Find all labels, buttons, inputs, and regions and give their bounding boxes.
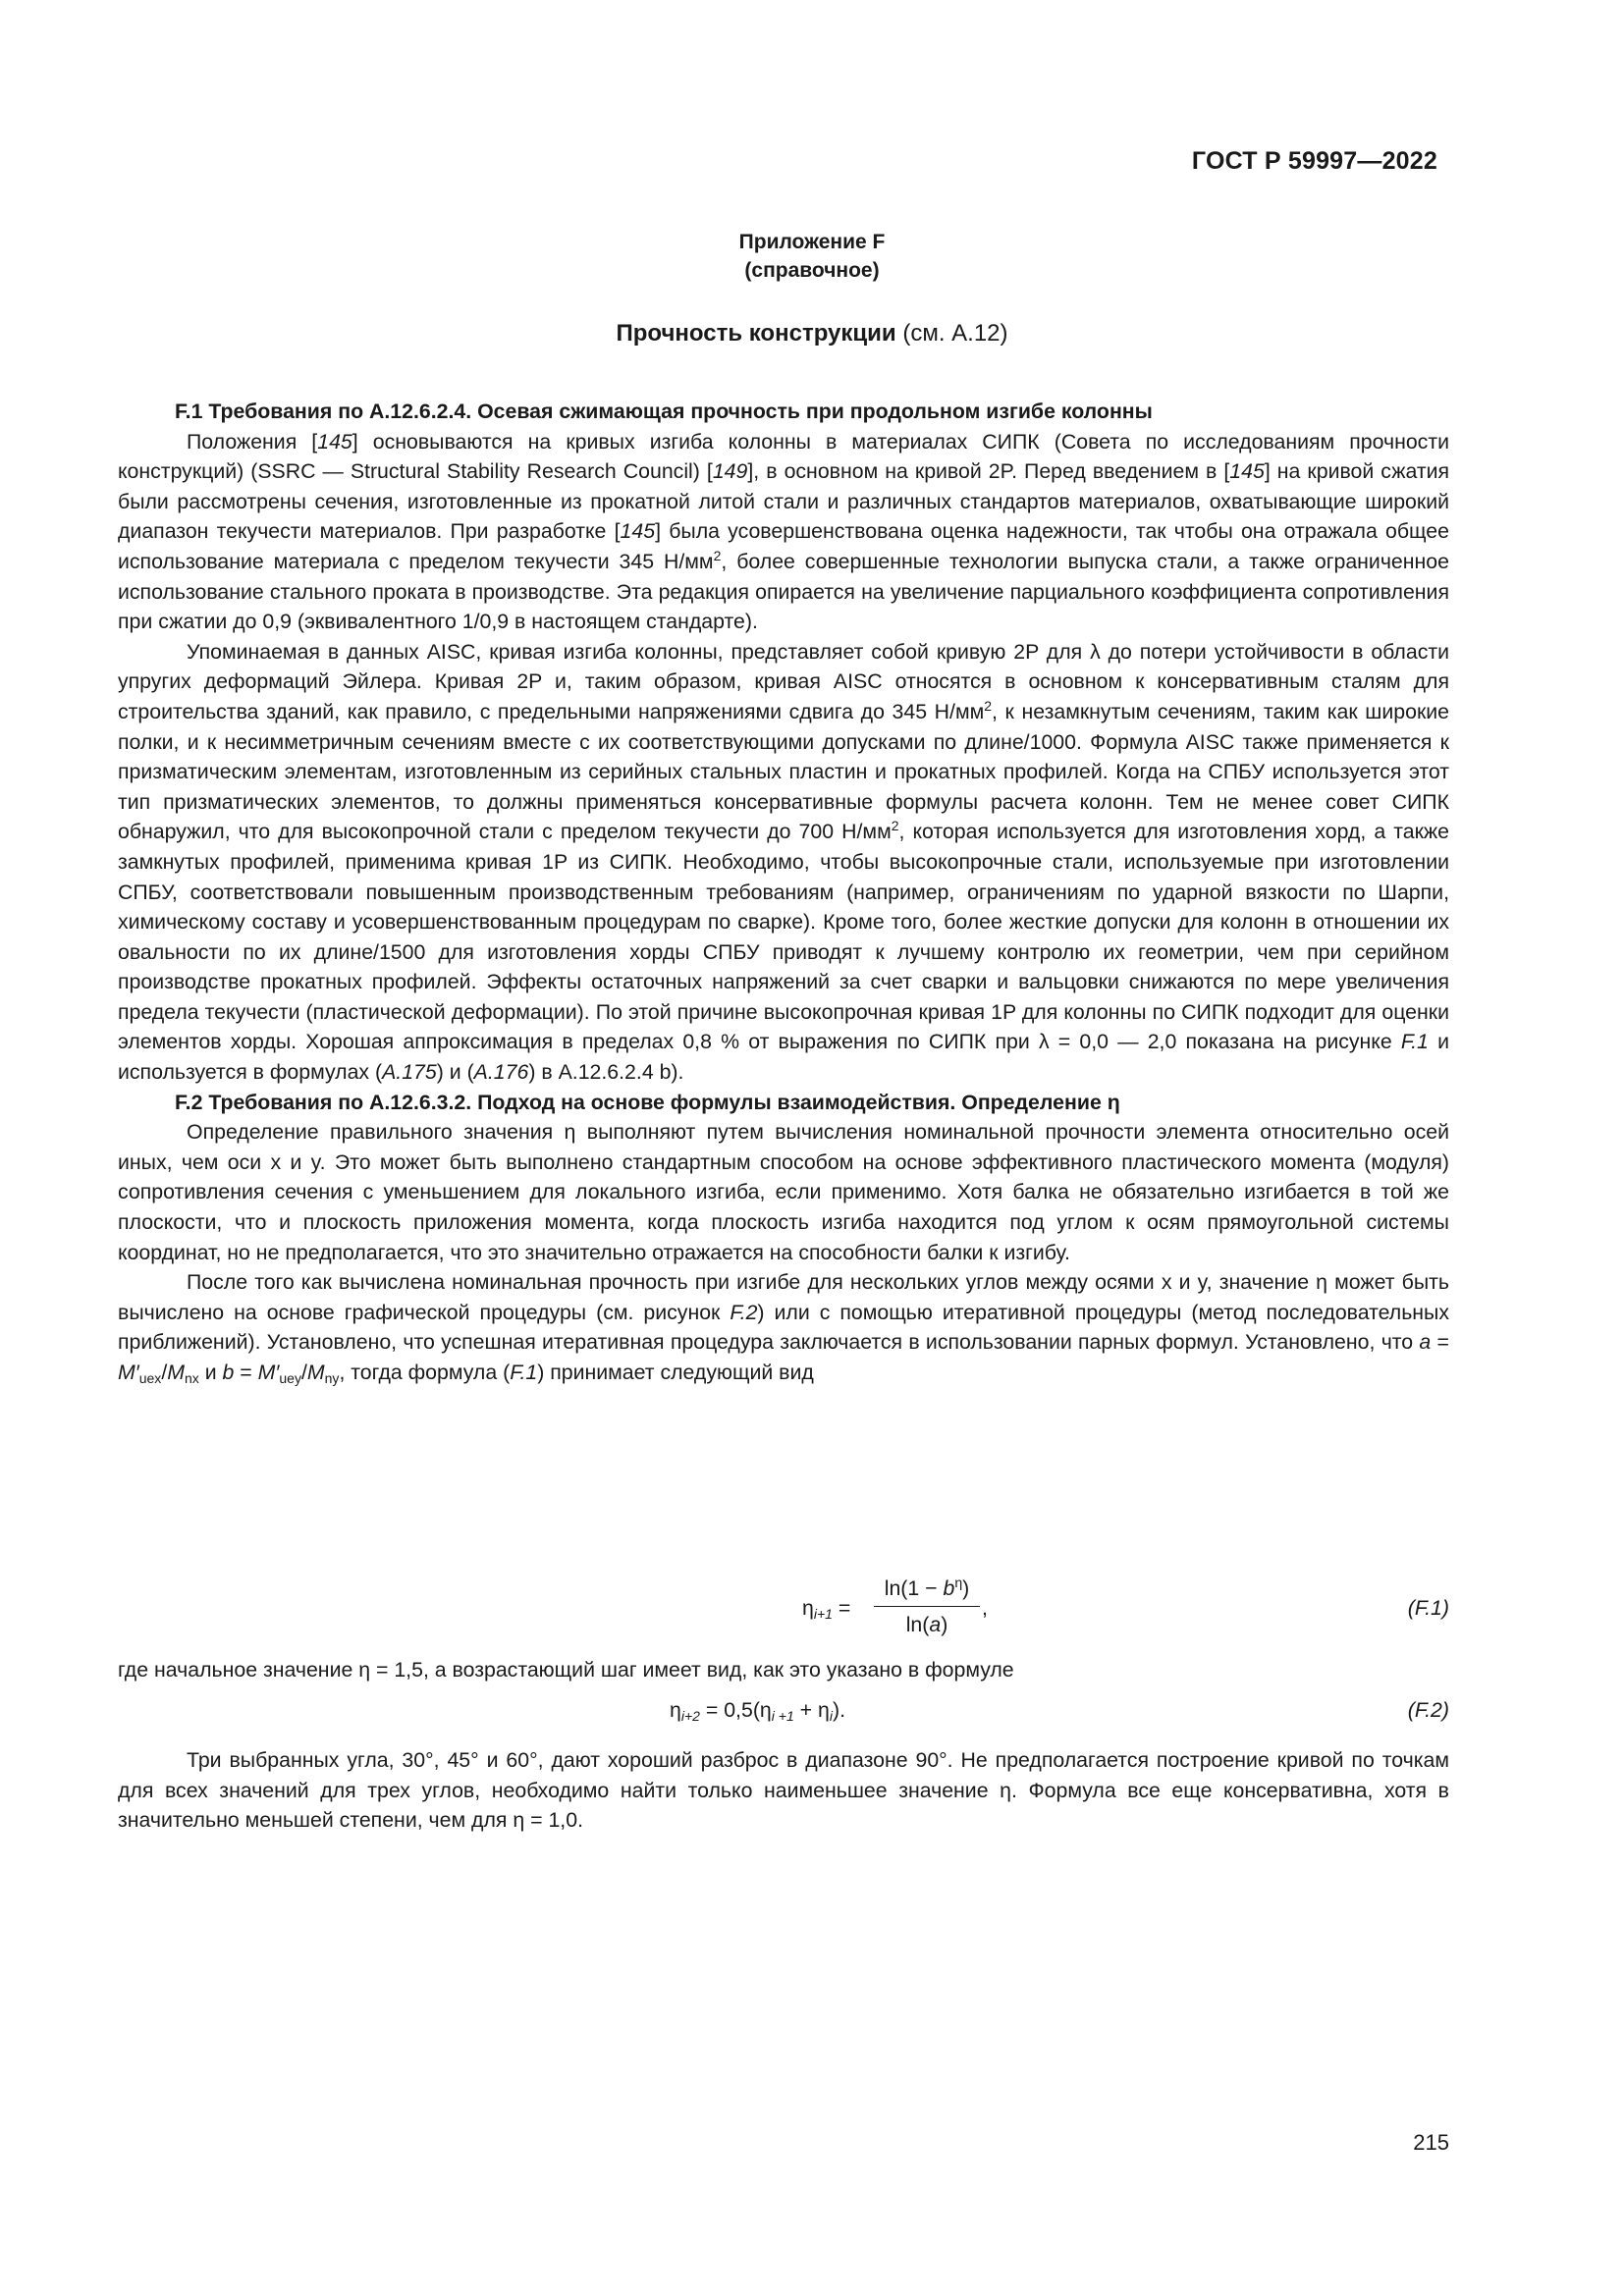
formula-f1-numerator: $\ln(1 - b^\eta)$ bbox=[884, 1575, 970, 1600]
annex-type: (справочное) bbox=[744, 259, 880, 282]
formula-f1 bbox=[118, 1573, 1449, 1651]
f2-paragraph-1: Определение правильного значения η выполняют путем вычисления номинальной прочности элемента относительно осей иных, чем оси x и y. Это может быть выполнено стандартным способом на основе эффективного пластического момента (модуля) сопротивления сечения с уменьшением для локального изгиба, если применимо. Хотя балка не обязательно изгибается в той же плоскости, что и плоскость приложения момента, когда плоскость изгиба находится под углом к осям прямоугольной системы координат, но не предполагается, что это значительно отражается на способности балки к изгибу. bbox=[118, 1120, 1449, 1264]
section-title-text: Прочность конструкции bbox=[616, 320, 896, 347]
formula-f1-denominator: ln(a) bbox=[905, 1613, 948, 1636]
main-body bbox=[118, 397, 1449, 1388]
formula-f1-comma: , bbox=[982, 1596, 988, 1620]
final-paragraph-block bbox=[118, 1745, 1449, 1836]
final-paragraph: Три выбранных угла, 30°, 45° и 60°, дают хороший разброс в диапазоне 90°. Не предполагается построение кривой по точкам для всех значений для трех углов, необходимо найти только наименьшее значение η. Формула все еще консервативна, хотя в значительно меньшей степени, чем для η = 1,0. bbox=[118, 1748, 1449, 1833]
formula-f2 bbox=[118, 1696, 1449, 1732]
f1-paragraph-2: Упоминаемая в данных AISC, кривая изгиба колонны, представляет собой кривую 2P для λ до потери устойчивости в области упругих деформаций Эйлера. Кривая 2P и, таким образом, кривая AISC относятся в основном к консервативным сталям для строительства зданий, как правило, с предельными напряжениями сдвига до 345 $Н/мм^2$, к незамкнутым сечениям, таким как широкие полки, и к несимметричным сечениям вместе с их соответствующими допусками по длине/1000. Формула AISC также применяется к призматическим элементам, изготовленным из серийных стальных пластин и прокатных профилей. Когда на СПБУ используется этот тип призматических элементов, то должны применяться консервативные формулы расчета колонн. Тем не менее совет СИПК обнаружил, что для высокопрочной стали с пределом текучести до 700 $Н/мм^2$, которая используется для изготовления хорд, а также замкнутых профилей, применима кривая 1P из СИПК. Необходимо, чтобы высокопрочные стали, используемые при изготовлении СПБУ, соответствовали повышенным производственным требованиям (например, ограничениям по ударной вязкости по Шарпи, химическому составу и усовершенствованным процедурам по сварке). Кроме того, более жесткие допуски для колонн в отношении их овальности по их длине/1500 для изготовления хорды СПБУ приводят к лучшему контролю их геометрии, чем при серийном производстве прокатных профилей. Эффекты остаточных напряжений за счет сварки и вальцовки снижаются по мере увеличения предела текучести (пластической деформации). По этой причине высокопрочная кривая 1P для колонны по СИПК подходит для оценки элементов хорды. Хорошая аппроксимация в пределах 0,8 % от выражения по СИПК при λ = 0,0 — 2,0 показана на рисунке F.1 и используется в формулах (A.175) и (A.176) в A.12.6.2.4 b). bbox=[118, 639, 1450, 1085]
section-title-ref: (см. А.12) bbox=[895, 320, 1008, 347]
formula-f1-fraction bbox=[874, 1573, 980, 1639]
f1-heading: F.1 Требования по A.12.6.2.4. Осевая сжимающая прочность при продольном изгибе колонны bbox=[175, 400, 1153, 423]
section-title bbox=[0, 320, 1624, 347]
f2-paragraph-2: После того как вычислена номинальная прочность при изгибе для нескольких углов между осями x и y, значение η может быть вычислено на основе графической процедуры (см. рисунок F.2) или с помощью итеративной процедуры (метод последовательных приближений). Установлено, что успешная итеративная процедура заключается в использовании парных формул. Установлено, что $a = M'_{uex}/M_{nx}$ и $b = M'_{uey}/M_{ny}$, тогда формула (F.1) принимает следующий вид bbox=[118, 1270, 1450, 1386]
f1-paragraph-1: Положения [145] основываются на кривых изгиба колонны в материалах СИПК (Совета по исследованиям прочности конструкций) (SSRC — Structural Stability Research Council) [149], в основном на кривой 2P. Перед введением в [145] на кривой сжатия были рассмотрены сечения, изготовленные из прокатной литой стали и различных стандартов материалов, охватывающие широкий диапазон текучести материалов. При разработке [145] была усовершенствована оценка надежности, так чтобы она отражала общее использование материала с пределом текучести 345 $Н/мм^2$, более совершенные технологии выпуска стали, а также ограниченное использование стального проката в производстве. Эта редакция опирается на увеличение парциального коэффициента сопротивления при сжатии до 0,9 (эквивалентного 1/0,9 в настоящем стандарте). bbox=[118, 429, 1450, 634]
formula-where-text: где начальное значение η = 1,5, а возрастающий шаг имеет вид, как это указано в формуле bbox=[118, 1658, 1014, 1682]
annex-title: Приложение F bbox=[738, 231, 886, 253]
fraction-bar bbox=[874, 1606, 980, 1607]
formula-f1-number: (F.1) bbox=[1407, 1596, 1449, 1620]
formula-f2-expression: $\eta_{i+2} = 0,5(\eta_{i +1} + \eta_i)$. bbox=[670, 1698, 845, 1724]
standard-id: ГОСТ Р 59997—2022 bbox=[1191, 147, 1437, 175]
page-number: 215 bbox=[1413, 2130, 1449, 2155]
formula-f2-number: (F.2) bbox=[1407, 1698, 1449, 1722]
f2-heading: F.2 Требования по A.12.6.3.2. Подход на основе формулы взаимодействия. Определение η bbox=[175, 1090, 1120, 1114]
annex-heading bbox=[0, 228, 1624, 285]
formula-f1-lhs: $\eta_{i+1}$ = bbox=[802, 1596, 851, 1622]
